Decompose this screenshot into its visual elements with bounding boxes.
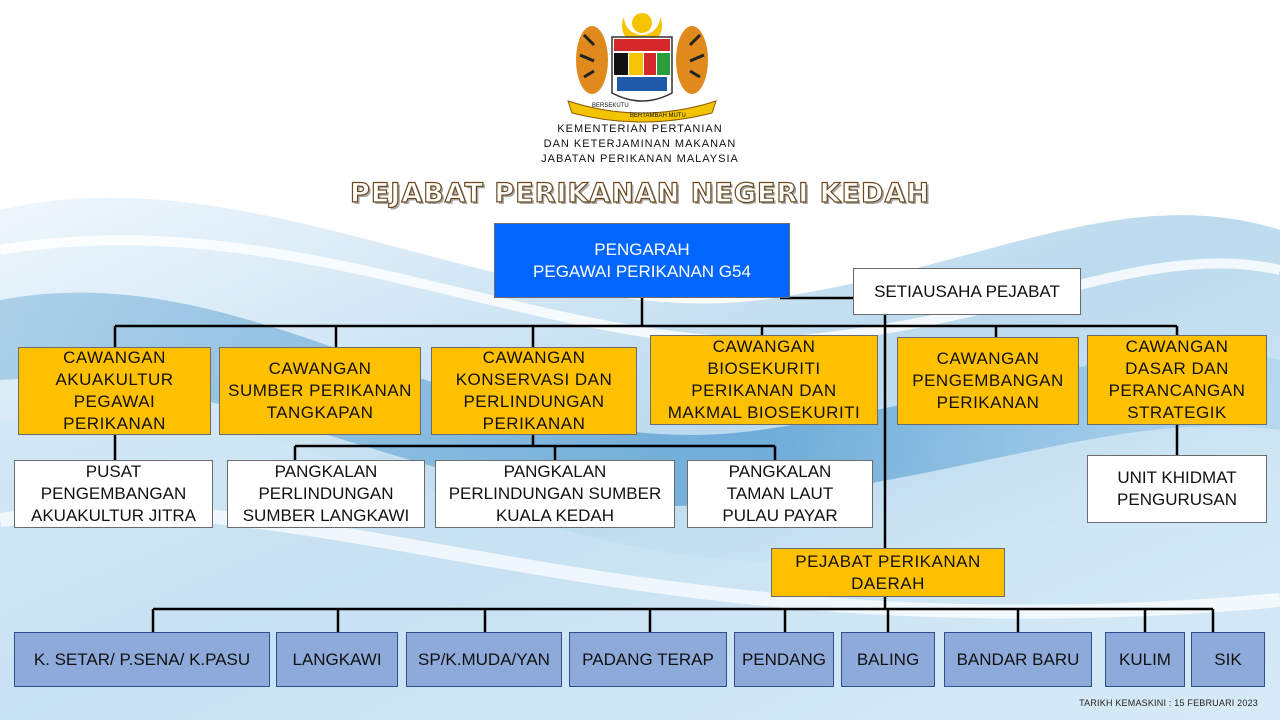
district-pendang: PENDANG	[734, 632, 834, 687]
district-sp-kmuda-yan: SP/K.MUDA/YAN	[406, 632, 562, 687]
base-langkawi: PANGKALAN PERLINDUNGAN SUMBER LANGKAWI	[227, 460, 425, 528]
branch-biosecurity: CAWANGAN BIOSEKURITI PERIKANAN DAN MAKMAL BIOSEKURITI	[650, 335, 878, 425]
district-office: PEJABAT PERIKANAN DAERAH	[771, 548, 1005, 597]
branch-capture-fisheries: CAWANGAN SUMBER PERIKANAN TANGKAPAN	[219, 347, 421, 435]
branch-development: CAWANGAN PENGEMBANGAN PERIKANAN	[897, 337, 1079, 425]
district-langkawi: LANGKAWI	[276, 632, 398, 687]
crest-motto-left: BERSEKUTU	[592, 103, 629, 109]
branch-aquaculture: CAWANGAN AKUAKULTUR PEGAWAI PERIKANAN	[18, 347, 211, 435]
district-bandar-baru: BANDAR BARU	[944, 632, 1092, 687]
base-kuala-kedah: PANGKALAN PERLINDUNGAN SUMBER KUALA KEDAH	[435, 460, 675, 528]
crest-motto-right: BERTAMBAH MUTU	[630, 113, 686, 119]
aquaculture-center-jitra: PUSAT PENGEMBANGAN AKUAKULTUR JITRA	[14, 460, 213, 528]
director-box: PENGARAH PEGAWAI PERIKANAN G54	[494, 223, 790, 298]
district-padang-terap: PADANG TERAP	[569, 632, 727, 687]
district-kulim: KULIM	[1105, 632, 1185, 687]
base-pulau-payar: PANGKALAN TAMAN LAUT PULAU PAYAR	[687, 460, 873, 528]
management-unit: UNIT KHIDMAT PENGURUSAN	[1087, 455, 1267, 523]
ministry-text: KEMENTERIAN PERTANIAN DAN KETERJAMINAN MAKANAN JABATAN PERIKANAN MALAYSIA	[541, 123, 739, 165]
last-updated-date: TARIKH KEMASKINI : 15 FEBRUARI 2023	[1079, 698, 1258, 708]
district-sik: SIK	[1191, 632, 1265, 687]
district-k-setar: K. SETAR/ P.SENA/ K.PASU	[14, 632, 270, 687]
branch-policy-planning: CAWANGAN DASAR DAN PERANCANGAN STRATEGIK	[1087, 335, 1267, 425]
secretary-box: SETIAUSAHA PEJABAT	[853, 268, 1081, 315]
district-baling: BALING	[841, 632, 935, 687]
page-title: PEJABAT PERIKANAN NEGERI KEDAH	[350, 178, 930, 209]
branch-conservation: CAWANGAN KONSERVASI DAN PERLINDUNGAN PERIKANAN	[431, 347, 637, 435]
malaysia-coat-of-arms-logo	[562, 5, 722, 123]
